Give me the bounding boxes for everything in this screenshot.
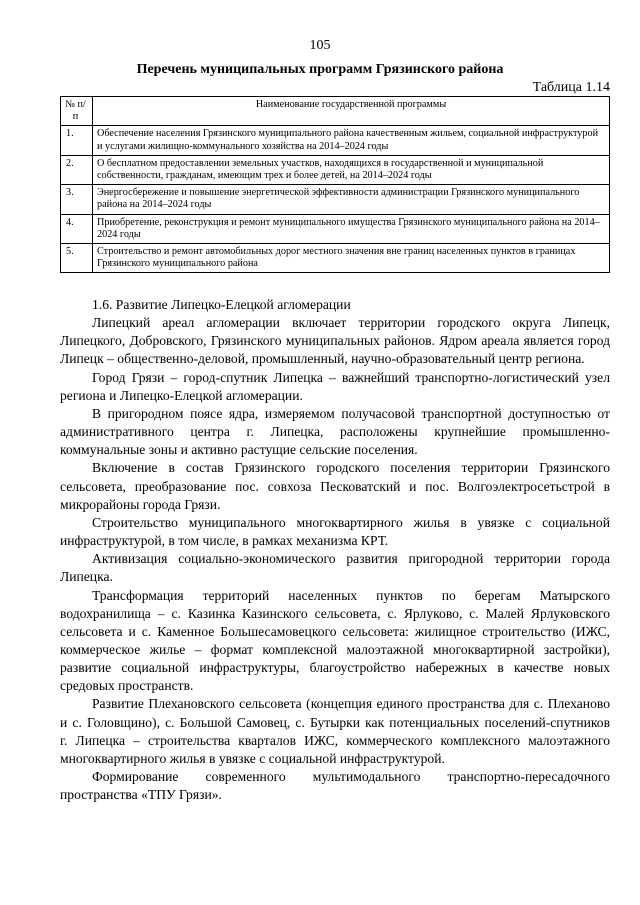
- row-number: 3.: [61, 185, 93, 214]
- row-number: 2.: [61, 155, 93, 184]
- paragraph: Город Грязи – город-спутник Липецка – важнейший транспортно-логистический узел региона и Липецко-Елецкой агломерации.: [60, 369, 610, 403]
- paragraph: Формирование современного мультимодального транспортно-пересадочного пространства «ТПУ Грязи».: [60, 769, 610, 803]
- table-row: [61, 126, 610, 155]
- paragraph: г. Липецка – строительства кварталов ИЖС, коммерческого комплексного малоэтажного многоквартирного жилья в увязке с социальной инфраструктурой.: [60, 732, 610, 766]
- programs-table: [60, 96, 610, 273]
- body-text: [60, 296, 610, 804]
- page-number: 105: [309, 38, 331, 53]
- row-number: 1.: [61, 126, 93, 155]
- row-program-name: Приобретение, реконструкция и ремонт муниципального имущества Грязинского муниципального района на 2014–2024 годы: [93, 214, 610, 243]
- section-heading: 1.6. Развитие Липецко-Елецкой агломерации: [92, 297, 351, 312]
- table-header-row: [61, 97, 610, 126]
- paragraph: Включение в состав Грязинского городского поселения территории Грязинского сельсовета, преобразование пос. совхоза Песковатский и пос. Волгоэлектросетьстрой в микрорайоны города Грязи.: [60, 460, 610, 512]
- header-number: № п/п: [61, 97, 93, 126]
- table-row: [61, 185, 610, 214]
- table-row: [61, 214, 610, 243]
- paragraph: Развитие Плехановского сельсовета (концепция единого пространства для с. Плеханово и с. Головщино), с. Большой Самовец, с. Бутырки как потенциальных поселений-спутников: [60, 696, 610, 730]
- row-program-name: Обеспечение населения Грязинского муниципального района качественным жильем, социальной инфраструктурой и услугами жилищно-коммунального хозяйства на 2014–2024 годы: [93, 126, 610, 155]
- paragraph: В пригородном поясе ядра, измеряемом получасовой транспортной доступностью от административного центра г. Липецка, расположены крупнейшие промышленно-коммунальные зоны и активно растущие сельские поселения.: [60, 405, 610, 458]
- table-row: [61, 244, 610, 273]
- row-number: 5.: [61, 244, 93, 273]
- header-program-name: Наименование государственной программы: [93, 97, 610, 126]
- paragraph: Активизация социально-экономического развития пригородной территории города Липецка.: [60, 551, 610, 585]
- row-number: 4.: [61, 214, 93, 243]
- row-program-name: О бесплатном предоставлении земельных участков, находящихся в государственной и муниципальной собственности, гражданам, имеющим трех и более детей, на 2014–2024 годы: [93, 155, 610, 184]
- table-row: [61, 155, 610, 184]
- table-caption: Таблица 1.14: [532, 80, 610, 95]
- row-program-name: Энергосбережение и повышение энергетической эффективности администрации Грязинского муниципального района на 2014–2024 годы: [93, 185, 610, 214]
- paragraph: Липецкий ареал агломерации включает территории городского округа Липецк, Липецкого, Добровского, Грязинского муниципальных районов. Ядром ареала является город Липецк – общественно-деловой, промышленный, научно-образовательный центр региона.: [60, 315, 610, 367]
- paragraph: Трансформация территорий населенных пунктов по берегам Матырского водохранилища – с. Казинка Казинского сельсовета, с. Ярлуково, с. Малей Ярлуковского сельсовета и с. Каменное Большесамовецкого сельсовета: жилищное строительство (ИЖС, коммерческое жилье – формат комплексной малоэтажной многоквартирной застройки), развитие социальной инфраструктуры, благоустройство набережных в качестве новых средовых пространств.: [60, 587, 610, 694]
- row-program-name: Строительство и ремонт автомобильных дорог местного значения вне границ населенных пунктов в границах Грязинского муниципального района: [93, 244, 610, 273]
- paragraph: Строительство муниципального многоквартирного жилья в увязке с социальной инфраструктурой, в том числе, в рамках механизма КРТ.: [60, 514, 610, 549]
- document-title: Перечень муниципальных программ Грязинского района: [136, 62, 504, 77]
